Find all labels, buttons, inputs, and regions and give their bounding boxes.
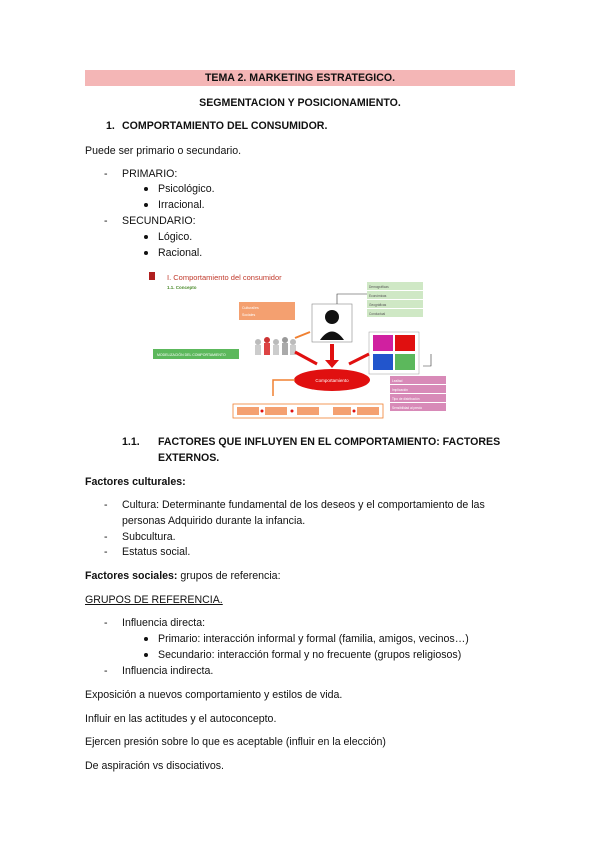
diagram-svg: [145, 268, 450, 420]
list-item: Estatus social.: [122, 546, 191, 558]
paragraph: Exposición a nuevos comportamiento y estilos de vida.: [85, 689, 343, 701]
list-item: Cultura: Determinante fundamental de los deseos y el comportamiento de las: [122, 499, 485, 511]
document-subtitle: SEGMENTACION Y POSICIONAMIENTO.: [199, 97, 401, 109]
list-item: Primario: interacción informal y formal (familia, amigos, vecinos…): [158, 633, 469, 645]
marketing-mix-grid: [369, 332, 419, 374]
bullet-icon: [144, 637, 148, 641]
svg-text:Sensibilidad al precio: Sensibilidad al precio: [392, 406, 423, 410]
indirect-influence-label: Influencia indirecta.: [122, 665, 214, 677]
section-number: 1.: [106, 120, 115, 132]
bullet-icon: [144, 251, 148, 255]
direct-influence-label: Influencia directa:: [122, 617, 206, 629]
figure-title: I. Comportamiento del consumidor: [167, 273, 282, 282]
social-factors-line: [85, 570, 281, 582]
behavioral-list: [390, 376, 446, 411]
figure-subtitle: 1.1. Concepto: [167, 285, 197, 290]
list-item: Lógico.: [158, 231, 193, 243]
dash-marker: -: [104, 499, 108, 511]
cultural-factors-label: Factores culturales:: [85, 476, 186, 488]
social-label: Sociales: [242, 313, 256, 317]
dash-marker: -: [104, 168, 108, 180]
people-group-icon: [255, 337, 296, 355]
bullet-icon: [144, 203, 148, 207]
logo-icon: [149, 272, 155, 280]
reference-groups-heading: GRUPOS DE REFERENCIA.: [85, 594, 223, 606]
bullet-icon: [144, 235, 148, 239]
subsection-number: 1.1.: [122, 436, 140, 448]
svg-text:Demográficas: Demográficas: [369, 285, 389, 289]
social-factors-label: Factores sociales:: [85, 570, 178, 582]
list-item: Psicológico.: [158, 183, 215, 195]
paragraph: Influir en las actitudes y el autoconcepto.: [85, 713, 277, 725]
dash-marker: -: [104, 665, 108, 677]
paragraph: Ejercen presión sobre lo que es aceptable (influir en la elección): [85, 736, 386, 748]
section-heading: COMPORTAMIENTO DEL CONSUMIDOR.: [122, 120, 328, 132]
behavior-label: Comportamiento: [315, 378, 349, 383]
social-factors-text: grupos de referencia:: [177, 570, 281, 582]
list-item-continuation: personas Adquirido durante la infancia.: [122, 515, 306, 527]
svg-text:Geográficas: Geográficas: [369, 303, 387, 307]
modelization-label: MODELIZACIÓN DEL COMPORTAMIENTO: [157, 353, 226, 357]
paragraph: De aspiración vs disociativos.: [85, 760, 224, 772]
intro-text: Puede ser primario o secundario.: [85, 145, 242, 157]
svg-text:Económicas: Económicas: [369, 294, 387, 298]
primario-label: PRIMARIO:: [122, 168, 178, 180]
dash-marker: -: [104, 531, 108, 543]
svg-text:Conductual: Conductual: [369, 312, 386, 316]
subsection-heading-line2: EXTERNOS.: [158, 452, 220, 464]
svg-text:Implicación: Implicación: [392, 388, 408, 392]
subsection-heading-line1: FACTORES QUE INFLUYEN EN EL COMPORTAMIENTO: FACTORES: [158, 436, 501, 448]
list-item: Racional.: [158, 247, 203, 259]
dash-marker: -: [104, 215, 108, 227]
secundario-label: SECUNDARIO:: [122, 215, 196, 227]
list-item: Irracional.: [158, 199, 205, 211]
cultural-social-box: [239, 302, 295, 320]
svg-text:Lealtad: Lealtad: [392, 379, 403, 383]
dash-marker: -: [104, 617, 108, 629]
consumer-behavior-diagram: [145, 268, 450, 420]
document-title: TEMA 2. MARKETING ESTRATEGICO.: [204, 72, 396, 84]
list-item: Subcultura.: [122, 531, 176, 543]
bullet-icon: [144, 653, 148, 657]
dash-marker: -: [104, 546, 108, 558]
cultural-label: Cultural/es: [242, 306, 259, 310]
bullet-icon: [144, 187, 148, 191]
demographic-list: [367, 282, 423, 317]
svg-text:Tipo de distribución: Tipo de distribución: [392, 397, 420, 401]
process-row: [233, 404, 383, 418]
list-item: Secundario: interacción formal y no frecuente (grupos religiosos): [158, 649, 462, 661]
